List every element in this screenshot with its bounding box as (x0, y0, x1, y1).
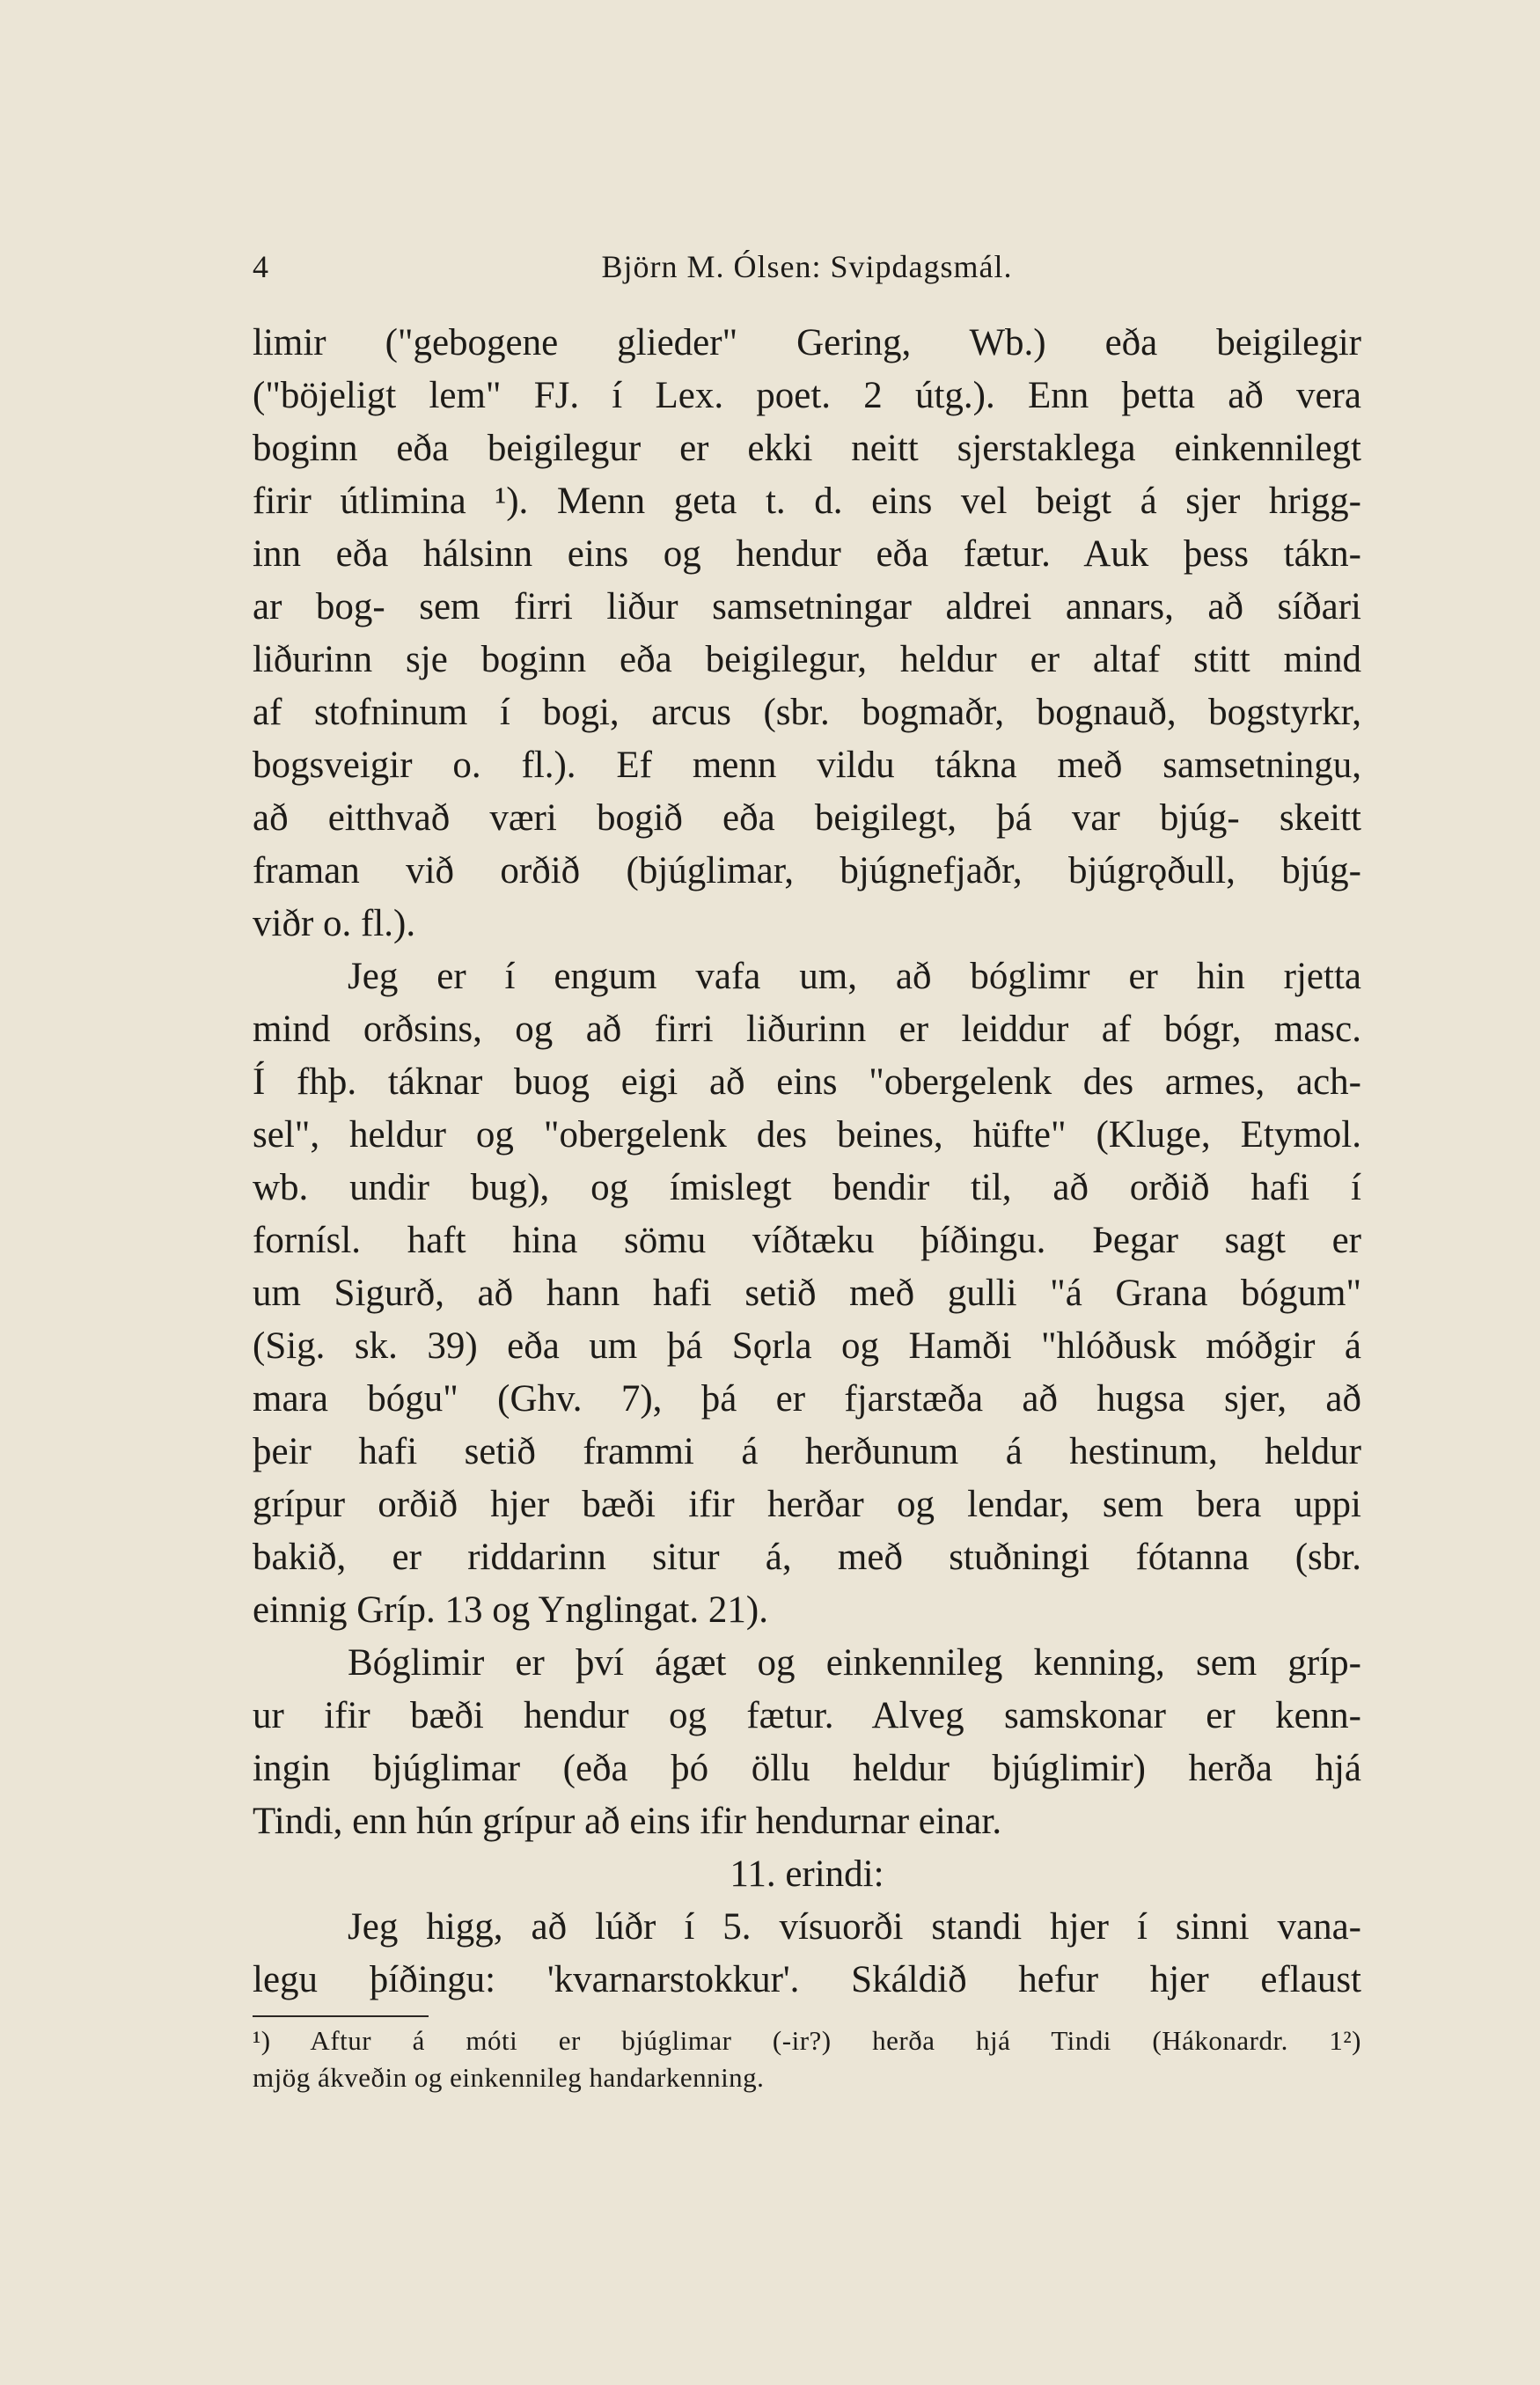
paragraph-start: Bóglimir er því ágæt og einkennileg kenning, sem gríp- (348, 1642, 1361, 1684)
text-line: fornísl. haft hina sömu víðtæku þíðingu. Þegar sagt er (253, 1220, 1361, 1261)
text-line: legu þíðingu: 'kvarnarstokkur'. Skáldið hefur hjer eflaust (253, 1959, 1361, 2000)
text-line: af stofninum í bogi, arcus (sbr. bogmaðr, bognauð, bogstyrkr, (253, 692, 1361, 733)
text-line: sel", heldur og "obergelenk des beines, hüfte" (Kluge, Etymol. (253, 1114, 1361, 1156)
text-line: ingin bjúglimar (eða þó öllu heldur bjúglimir) herða hjá (253, 1748, 1361, 1789)
text-line: ur ifir bæði hendur og fætur. Alveg samskonar er kenn- (253, 1695, 1361, 1736)
text-line: að eitthvað væri bogið eða beigilegt, þá var bjúg- skeitt (253, 797, 1361, 839)
text-line: boginn eða beigilegur er ekki neitt sjerstaklega einkennilegt (253, 428, 1361, 469)
text-line: limir ("gebogene glieder" Gering, Wb.) eða beigilegir (253, 322, 1361, 363)
text-line: wb. undir bug), og ímislegt bendir til, að orðið hafi í (253, 1167, 1361, 1208)
text-line: viðr o. fl.). (253, 903, 416, 944)
text-line: mara bógu" (Ghv. 7), þá er fjarstæða að hugsa sjer, að (253, 1378, 1361, 1420)
text-line: bogsveigir o. fl.). Ef menn vildu tákna með samsetningu, (253, 745, 1361, 786)
text-line: inn eða hálsinn eins og hendur eða fætur. Auk þess tákn- (253, 533, 1361, 575)
footnotes (253, 2022, 1361, 2096)
section-heading: 11. erindi: (730, 1853, 884, 1895)
footnote-line: ¹) Aftur á móti er bjúglimar (-ir?) herða hjá Tindi (Hákonardr. 1²) (253, 2025, 1361, 2056)
paragraph-start: Jeg higg, að lúðr í 5. vísuorði standi hjer í sinni vana- (348, 1906, 1361, 1948)
text-line: (Sig. sk. 39) eða um þá Sǫrla og Hamði "hlóðusk móðgir á (253, 1325, 1361, 1367)
text-line: bakið, er riddarinn situr á, með stuðningi fótanna (sbr. (253, 1537, 1361, 1578)
body-text (253, 317, 1361, 2007)
text-line: grípur orðið hjer bæði ifir herðar og lendar, sem bera uppi (253, 1484, 1361, 1525)
page-number: 4 (253, 249, 269, 284)
text-line: ar bog- sem firri liður samsetningar aldrei annars, að síðari (253, 586, 1361, 627)
text-line: mind orðsins, og að firri liðurinn er leiddur af bógr, masc. (253, 1009, 1361, 1050)
text-line: einnig Gríp. 13 og Ynglingat. 21). (253, 1589, 769, 1631)
text-line: ("böjeligt lem" FJ. í Lex. poet. 2 útg.). Enn þetta að vera (253, 375, 1361, 416)
text-line: þeir hafi setið frammi á herðunum á hestinum, heldur (253, 1431, 1361, 1472)
text-line: Tindi, enn hún grípur að eins ifir hendurnar einar. (253, 1801, 1002, 1842)
page-header (253, 248, 1361, 292)
footnote-divider (253, 2015, 429, 2017)
running-title: Björn M. Ólsen: Svipdagsmál. (601, 249, 1013, 284)
text-line: framan við orðið (bjúglimar, bjúgnefjaðr, bjúgrǫðull, bjúg- (253, 850, 1361, 892)
text-line: firir útlimina ¹). Menn geta t. d. eins vel beigt á sjer hrigg- (253, 481, 1361, 522)
text-line: Í fhþ. táknar buog eigi að eins "obergelenk des armes, ach- (253, 1061, 1361, 1103)
footnote-line: mjög ákveðin og einkennileg handarkenning. (253, 2062, 765, 2093)
text-line: liðurinn sje boginn eða beigilegur, heldur er altaf stitt mind (253, 639, 1361, 680)
text-line: um Sigurð, að hann hafi setið með gulli "á Grana bógum" (253, 1273, 1361, 1314)
paragraph-start: Jeg er í engum vafa um, að bóglimr er hin rjetta (348, 956, 1361, 997)
